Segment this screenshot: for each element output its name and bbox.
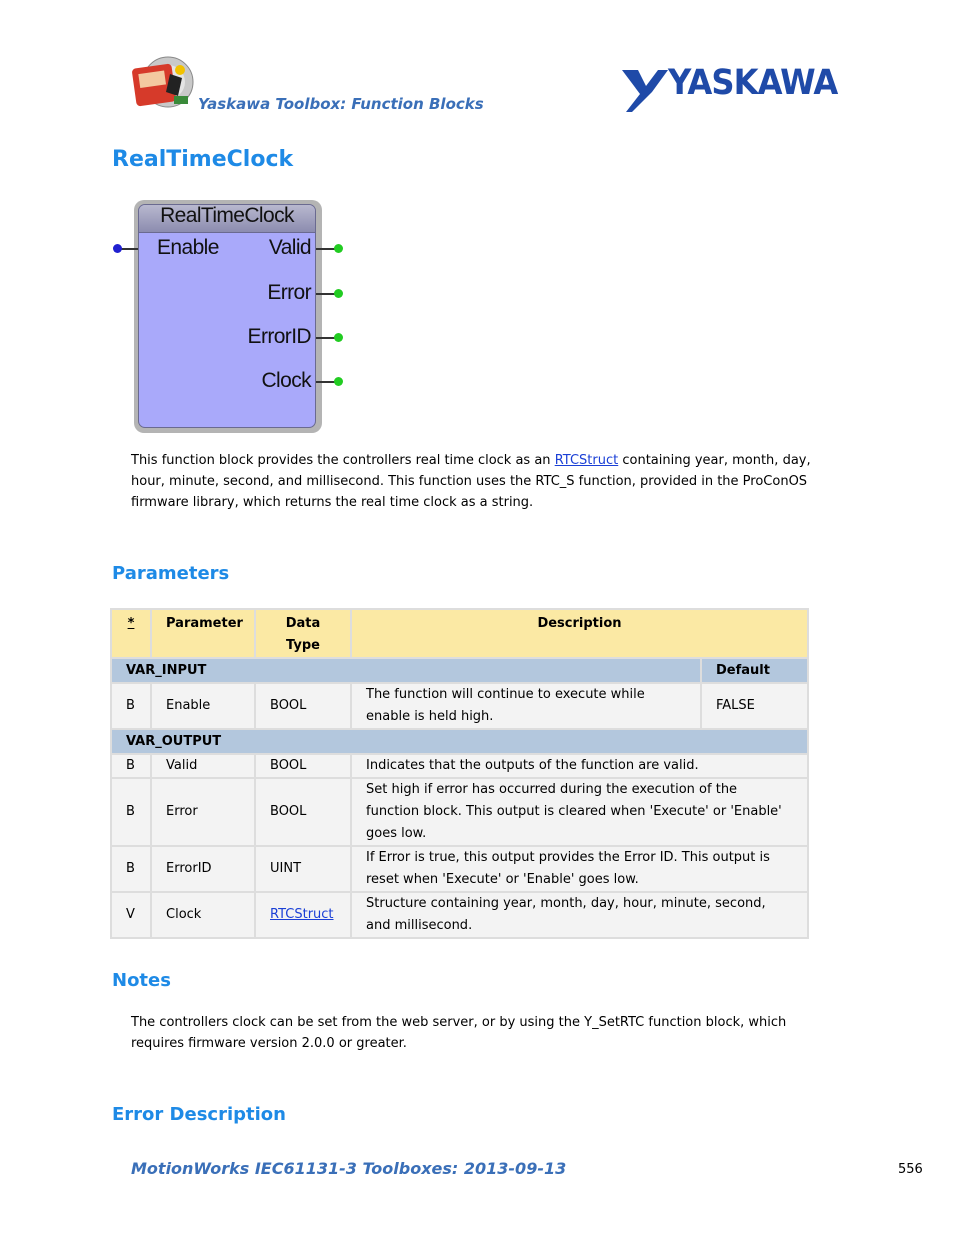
param-description: Structure containing year, month, day, hour, minute, second, and millisecond.	[351, 892, 808, 938]
column-header-description: Description	[351, 609, 808, 658]
table-row	[111, 892, 808, 938]
table-row	[111, 683, 808, 729]
parameters-heading: Parameters	[112, 563, 230, 584]
table-header-row	[111, 609, 808, 658]
error-description-heading: Error Description	[112, 1104, 286, 1125]
notes-heading: Notes	[112, 970, 171, 991]
param-description: The function will continue to execute while enable is held high.	[351, 683, 701, 729]
param-kind: B	[111, 846, 151, 892]
errorid-pin-dot	[334, 333, 343, 342]
block-title: RealTimeClock	[160, 204, 294, 227]
header-title: Yaskawa Toolbox: Function Blocks	[198, 95, 484, 113]
parameters-table	[110, 608, 809, 939]
brand-wordmark: YASKAWA	[668, 63, 838, 103]
default-label: Default	[701, 658, 808, 683]
param-description: If Error is true, this output provides the Error ID. This output is reset when 'Execute' or 'Enable' goes low.	[351, 846, 808, 892]
param-name: Enable	[151, 683, 255, 729]
param-description: Set high if error has occurred during the execution of the function block. This output is cleared when 'Execute' or 'Enable' goes low.	[351, 778, 808, 846]
footer-title: MotionWorks IEC61131-3 Toolboxes: 2013-09-13	[131, 1159, 567, 1178]
notes-paragraph: The controllers clock can be set from the web server, or by using the Y_SetRTC function block, which requires firmware version 2.0.0 or greater.	[131, 1015, 787, 1051]
param-type: BOOL	[255, 778, 351, 846]
param-kind: B	[111, 754, 151, 778]
intro-text-start: This function block provides the controllers real time clock as an	[131, 453, 555, 468]
table-row	[111, 754, 808, 778]
var-input-row	[111, 658, 808, 683]
page-number: 556	[898, 1162, 923, 1177]
param-name: Valid	[151, 754, 255, 778]
param-name: Clock	[151, 892, 255, 938]
column-header-parameter: Parameter	[151, 609, 255, 658]
output-clock-label: Clock	[261, 369, 311, 392]
param-type: UINT	[255, 846, 351, 892]
var-output-row	[111, 729, 808, 754]
error-pin-dot	[334, 289, 343, 298]
enable-pin-dot	[113, 244, 122, 253]
rtcstruct-type-link[interactable]: RTCStruct	[270, 907, 334, 922]
valid-pin-dot	[334, 244, 343, 253]
param-description: Indicates that the outputs of the function are valid.	[351, 754, 808, 778]
param-type: BOOL	[255, 754, 351, 778]
param-kind: B	[111, 683, 151, 729]
table-row	[111, 846, 808, 892]
param-type: BOOL	[255, 683, 351, 729]
intro-text-end: containing year, month, day, hour, minute, second, and millisecond. This function uses the RTC_S function, provided in the ProConOS firmware library, which returns the real time clock as a string.	[131, 453, 811, 510]
param-default: FALSE	[701, 683, 808, 729]
param-name: ErrorID	[151, 846, 255, 892]
input-enable-label: Enable	[157, 236, 219, 259]
column-header-data-type: Data Type	[255, 609, 351, 658]
param-kind: V	[111, 892, 151, 938]
var-input-label: VAR_INPUT	[111, 658, 701, 683]
output-errorid-label: ErrorID	[247, 325, 311, 348]
output-error-label: Error	[267, 281, 311, 304]
star-label: *	[127, 616, 135, 631]
toolbox-logo-icon	[130, 56, 200, 112]
output-valid-label: Valid	[268, 236, 311, 259]
param-name: Error	[151, 778, 255, 846]
column-header-star	[111, 609, 151, 658]
param-kind: B	[111, 778, 151, 846]
param-type	[255, 892, 351, 938]
rtcstruct-link[interactable]: RTCStruct	[554, 453, 619, 468]
intro-paragraph	[131, 450, 831, 513]
clock-pin-dot	[334, 377, 343, 386]
table-row	[111, 778, 808, 846]
page-title: RealTimeClock	[112, 147, 294, 172]
var-output-label: VAR_OUTPUT	[111, 729, 808, 754]
